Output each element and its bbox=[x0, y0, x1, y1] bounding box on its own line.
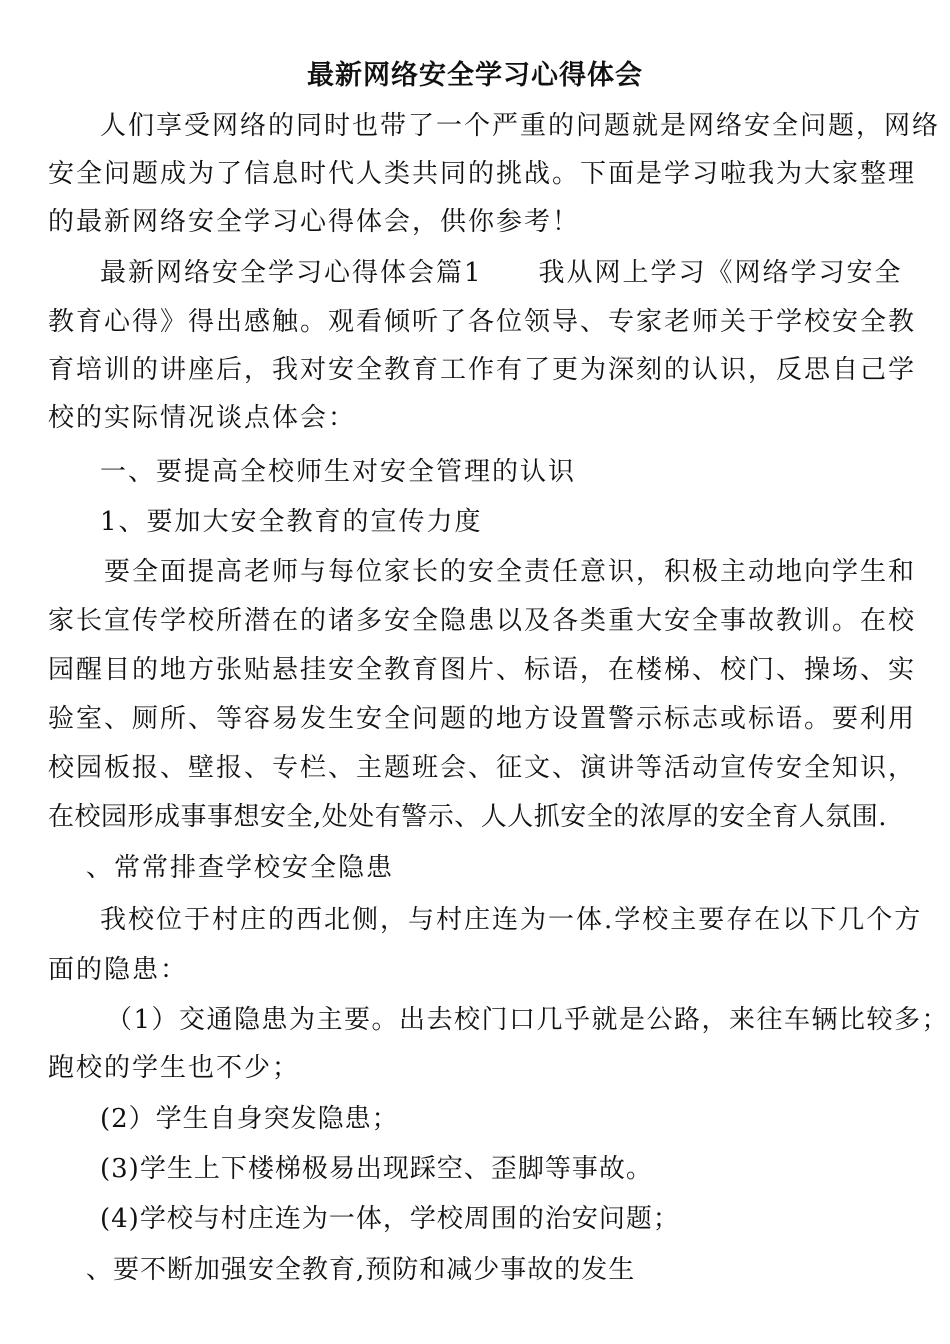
paragraph-line: 面的隐患： bbox=[48, 955, 189, 985]
section-heading: 、常常排查学校安全隐患 bbox=[86, 853, 395, 883]
paragraph-line: 最新网络安全学习心得体会篇1 我从网上学习《网络学习安全 bbox=[100, 258, 903, 288]
paragraph-line: 园醒目的地方张贴悬挂安全教育图片、标语，在楼梯、校门、操场、实 bbox=[48, 655, 917, 685]
list-item: (3)学生上下楼梯极易出现踩空、歪脚等事故。 bbox=[100, 1154, 653, 1184]
paragraph-line: 人们享受网络的同时也带了一个严重的问题就是网络安全问题，网络 bbox=[100, 111, 941, 141]
paragraph-line: 安全问题成为了信息时代人类共同的挑战。下面是学习啦我为大家整理 bbox=[48, 159, 917, 189]
list-item-continuation: 跑校的学生也不少； bbox=[48, 1053, 301, 1083]
paragraph-line: 家长宣传学校所潜在的诸多安全隐患以及各类重大安全事故教训。在校 bbox=[48, 606, 917, 636]
paragraph-line: 验室、厕所、等容易发生安全问题的地方设置警示标志或标语。要利用 bbox=[48, 704, 917, 734]
paragraph-line: 要全面提高老师与每位家长的安全责任意识，积极主动地向学生和 bbox=[104, 557, 917, 587]
paragraph-line: 在校园形成事事想安全,处处有警示、人人抓安全的浓厚的安全育人氛围. bbox=[48, 802, 888, 832]
list-item: (4)学校与村庄连为一体，学校周围的治安问题； bbox=[100, 1204, 680, 1234]
document-title: 最新网络安全学习心得体会 bbox=[307, 60, 643, 91]
paragraph-line: 教育心得》得出感触。观看倾听了各位领导、专家老师关于学校安全教 bbox=[48, 307, 917, 337]
list-item: （1）交通隐患为主要。出去校门口几乎就是公路，来往车辆比较多； bbox=[106, 1005, 950, 1035]
section-heading: 一、要提高全校师生对安全管理的认识 bbox=[100, 457, 577, 487]
paragraph-line: 校园板报、壁报、专栏、主题班会、征文、演讲等活动宣传安全知识， bbox=[48, 753, 917, 783]
paragraph-line: 我校位于村庄的西北侧，与村庄连为一体.学校主要存在以下几个方 bbox=[100, 905, 923, 935]
subsection-heading: 1、要加大安全教育的宣传力度 bbox=[100, 507, 483, 537]
list-item: (2）学生自身突发隐患； bbox=[100, 1104, 399, 1134]
paragraph-line: 校的实际情况谈点体会： bbox=[48, 403, 357, 433]
section-heading: 、要不断加强安全教育,预防和减少事故的发生 bbox=[86, 1255, 636, 1285]
paragraph-line: 的最新网络安全学习心得体会，供你参考！ bbox=[48, 207, 581, 237]
paragraph-line: 育培训的讲座后，我对安全教育工作有了更为深刻的认识，反思自己学 bbox=[48, 355, 917, 385]
